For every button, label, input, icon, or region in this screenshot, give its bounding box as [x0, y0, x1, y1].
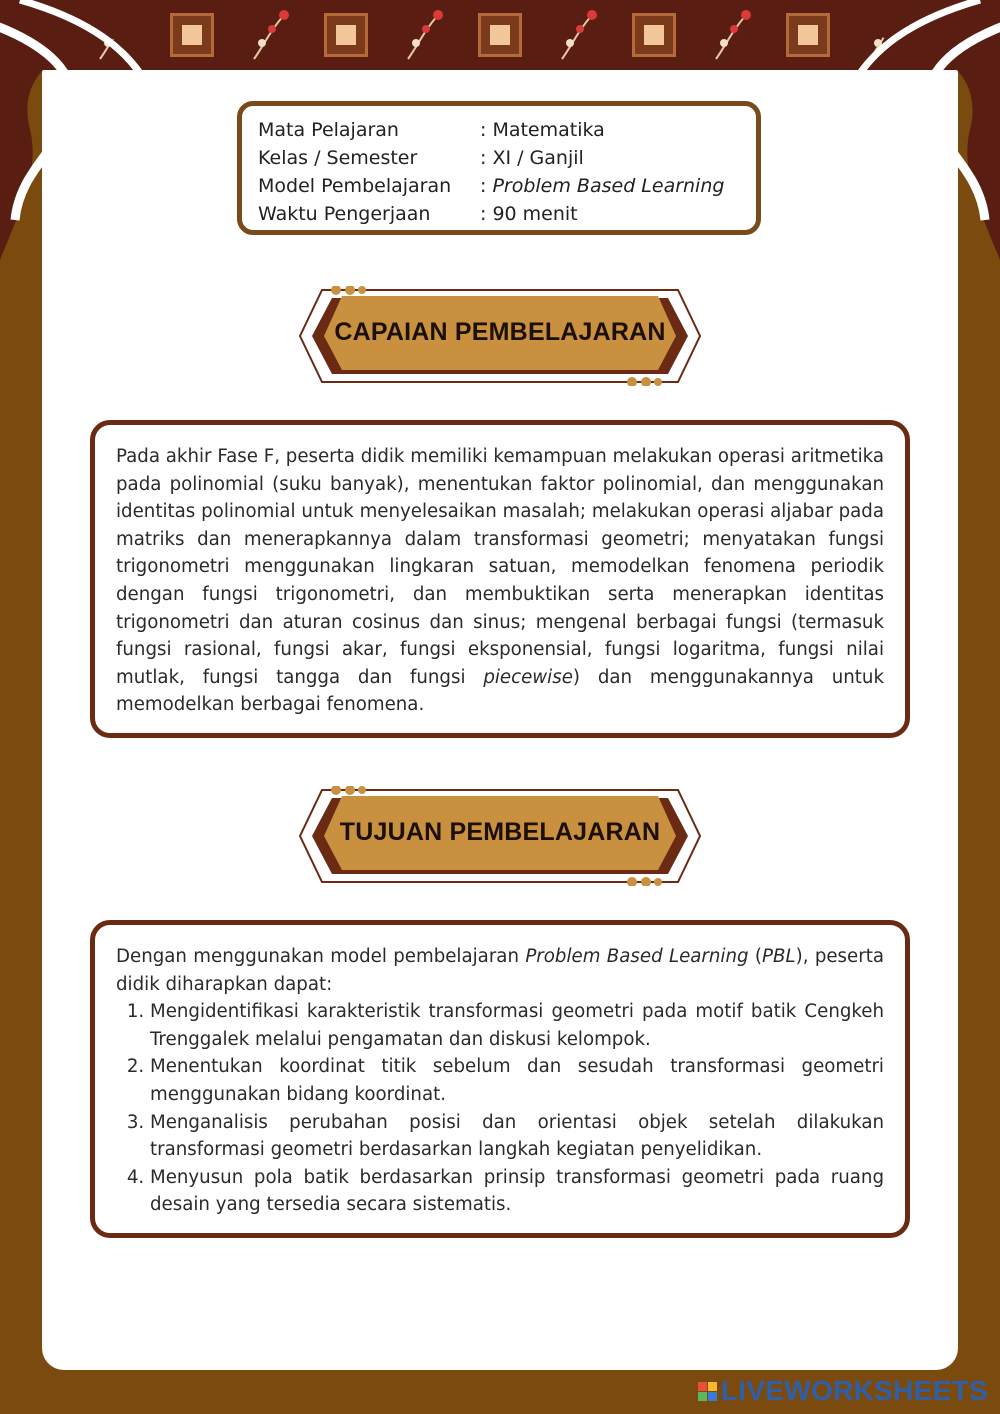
clove-flower-ornament [554, 5, 600, 65]
section-title: TUJUAN PEMBELAJARAN [339, 818, 661, 846]
info-row-subject [258, 116, 756, 144]
corner-ornament-right [820, 0, 1000, 310]
info-value-italic: Problem Based Learning [492, 175, 725, 197]
batik-tile [632, 13, 676, 57]
batik-tile [478, 13, 522, 57]
tujuan-content-box [90, 920, 910, 1238]
info-label: Model Pembelajaran [258, 175, 452, 197]
info-row-duration [258, 200, 756, 228]
clove-flower-ornament [400, 5, 446, 65]
clove-flower-ornament [246, 5, 292, 65]
info-row-model [258, 172, 756, 200]
info-value-prefix: : [480, 175, 493, 197]
capaian-text-end: ) dan menggunakannya untuk memodelkan berbagai fenomena. [116, 666, 884, 716]
intro-text: ( [748, 946, 763, 967]
section-title: CAPAIAN PEMBELAJARAN [334, 318, 666, 346]
intro-italic: Problem Based Learning [525, 946, 749, 967]
info-row-class [258, 144, 756, 172]
tujuan-banner [296, 786, 704, 886]
list-item: 3. Menganalisis perubahan posisi dan orientasi objek setelah dilakukan transformasi geometri berdasarkan langkah kegiatan penyelidikan. [150, 1109, 884, 1164]
info-value: : 90 menit [480, 203, 578, 225]
objectives-list [116, 998, 884, 1219]
list-item: 4. Menyusun pola batik berdasarkan prinsip transformasi geometri pada ruang desain yang tersedia secara sistematis. [150, 1164, 884, 1219]
capaian-italic-term: piecewise [483, 666, 573, 688]
list-item: 1. Mengidentifikasi karakteristik transformasi geometri pada motif batik Cengkeh Trenggalek melalui pengamatan dan diskusi kelompok. [150, 998, 884, 1053]
info-value [480, 172, 724, 200]
watermark-text: LIVEWORKSHEETS [720, 1375, 988, 1406]
capaian-banner [296, 286, 704, 386]
intro-text: ), peserta didik diharapkan dapat: [116, 946, 884, 995]
list-item: 2. Menentukan koordinat titik sebelum dan sesudah transformasi geometri menggunakan bidang koordinat. [150, 1053, 884, 1108]
intro-italic: PBL [762, 946, 796, 967]
info-label: Kelas / Semester [258, 147, 418, 169]
batik-tile [324, 13, 368, 57]
info-label: Mata Pelajaran [258, 119, 399, 141]
info-label: Waktu Pengerjaan [258, 203, 431, 225]
liveworksheets-logo-icon [698, 1382, 717, 1401]
subject-info-box [237, 101, 761, 235]
clove-flower-ornament [708, 5, 754, 65]
capaian-text: Pada akhir Fase F, peserta didik memiliki kemampuan melakukan operasi aritmetika pada polinomial (suku banyak), menentukan faktor polinomial, dan menggunakan identitas polinomial untuk menyelesaikan masalah; melakukan operasi aljabar pada matriks dan menerapkannya dalam transformasi geometri; menyatakan fungsi trigonometri menggunakan lingkaran satuan, memodelkan fenomena periodik dengan fungsi trigonometri, dan membuktikan serta menerapkan identitas trigonometri dan aturan cosinus dan sinus; mengenal berbagai fungsi (termasuk fungsi rasional, fungsi akar, fungsi eksponensial, fungsi logaritma, fungsi nilai mutlak, fungsi tangga dan fungsi [116, 446, 884, 688]
intro-text: Dengan menggunakan model pembelajaran [116, 946, 526, 967]
capaian-content-box [90, 420, 910, 738]
corner-ornament-left [0, 0, 180, 310]
liveworksheets-watermark [698, 1376, 988, 1406]
info-value: : XI / Ganjil [480, 147, 584, 169]
info-value: : Matematika [480, 119, 605, 141]
tujuan-intro [116, 943, 884, 998]
